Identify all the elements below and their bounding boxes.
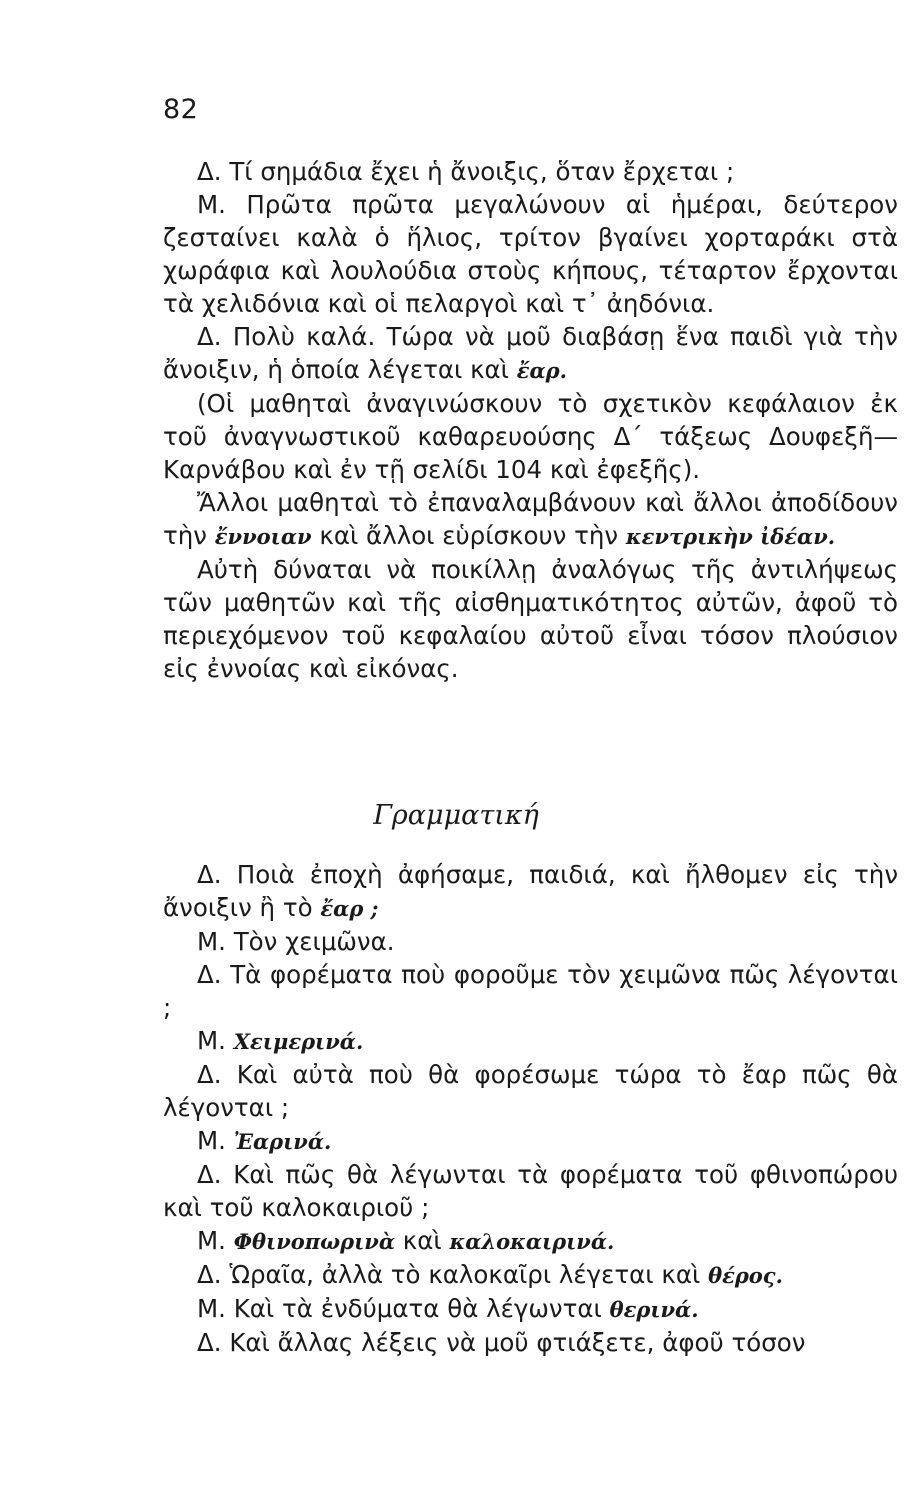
dialogue-answer	[163, 1124, 898, 1158]
italic-term: Ἐαρινά.	[233, 1129, 332, 1154]
paragraph-instruction: (Οἱ μαθηταὶ ἀναγινώσκουν τὸ σχετικὸν κεφάλαιον ἐκ τοῦ ἀναγνωστικοῦ καθαρευούσης Δ΄ τάξεως Δουφεξῆ—Καρνάβου καὶ ἐν τῇ σελίδι 104 καὶ ἐφεξῆς).	[163, 389, 898, 484]
body-text-block-1	[163, 155, 898, 685]
italic-term: Χειμερινά.	[233, 1029, 364, 1054]
dialogue-question	[163, 858, 898, 925]
text-span: καὶ ἄλλοι εὑρίσκουν τὴν	[319, 521, 619, 550]
italic-term: κεντρικὴν ἰδέαν.	[625, 524, 836, 549]
paragraph-students	[163, 486, 898, 553]
body-text-block-2	[163, 858, 898, 1359]
text-span: Μ.	[197, 1126, 226, 1155]
dialogue-answer	[163, 1024, 898, 1058]
italic-term: θέρος.	[708, 1263, 783, 1288]
dialogue-answer	[163, 1224, 898, 1258]
text-span: Μ.	[197, 1226, 226, 1255]
dialogue-question: Δ. Καὶ πῶς θὰ λέγωνται τὰ φορέματα τοῦ φθινοπώρου καὶ τοῦ καλοκαιριοῦ ;	[163, 1160, 898, 1222]
text-span: Ἄλλοι μαθηταὶ τὸ ἐπαναλαμβάνουν καὶ ἄλλοι ἀποδίδουν τὴν	[163, 488, 898, 550]
italic-term: θερινά.	[609, 1297, 699, 1322]
text-span: καὶ	[402, 1226, 442, 1255]
section-heading: Γραμματική	[373, 800, 539, 831]
text-span: Μ.	[197, 1026, 226, 1055]
italic-term: Φθινοπωρινὰ	[233, 1229, 395, 1254]
text-span: Μ. Καὶ τὰ ἐνδύματα θὰ λέγωνται	[197, 1294, 602, 1323]
paragraph-question-2	[163, 320, 898, 387]
page-number: 82	[163, 94, 199, 125]
dialogue-answer	[163, 1292, 898, 1326]
text-span: Δ. Ὡραῖα, ἀλλὰ τὸ καλοκαῖρι λέγεται καὶ	[197, 1260, 701, 1289]
dialogue-question: Δ. Καὶ ἄλλας λέξεις νὰ μοῦ φτιάξετε, ἀφοῦ τόσον	[197, 1328, 806, 1357]
italic-term: ἔννοιαν	[214, 524, 312, 549]
paragraph-note: Αὐτὴ δύναται νὰ ποικίλλῃ ἀναλόγως τῆς ἀντιλήψεως τῶν μαθητῶν καὶ τῆς αἰσθηματικότητος αὐτῶν, ἀφοῦ τὸ περιεχόμενον τοῦ κεφαλαίου αὐτοῦ εἶναι τόσον πλούσιον εἰς ἐννοίας καὶ εἰκόνας.	[163, 555, 898, 683]
text-span: Δ. Ποιὰ ἐποχὴ ἀφήσαμε, παιδιά, καὶ ἤλθομεν εἰς τὴν ἄνοιξιν ἢ τὸ	[163, 860, 898, 922]
paragraph-question-1: Δ. Τί σημάδια ἔχει ἡ ἄνοιξις, ὅταν ἔρχεται ;	[197, 157, 735, 186]
dialogue-question	[163, 1258, 898, 1292]
dialogue-question: Δ. Τὰ φορέματα ποὺ φοροῦμε τὸν χειμῶνα πῶς λέγονται ;	[163, 960, 898, 1022]
paragraph-answer-1: Μ. Πρῶτα πρῶτα μεγαλώνουν αἱ ἡμέραι, δεύτερον ζεσταίνει καλὰ ὁ ἥλιος, τρίτον βγαίνει χορταράκι στὰ χωράφια καὶ λουλούδια στοὺς κήπους, τέταρτον ἔρχονται τὰ χελιδόνια καὶ οἱ πελαργοὶ καὶ τ᾽ ἀηδόνια.	[163, 190, 898, 318]
italic-term: ἔαρ ;	[320, 896, 379, 921]
dialogue-question: Δ. Καὶ αὐτὰ ποὺ θὰ φορέσωμε τώρα τὸ ἔαρ πῶς θὰ λέγονται ;	[163, 1060, 898, 1122]
dialogue-answer: Μ. Τὸν χειμῶνα.	[197, 927, 395, 956]
italic-term: καλοκαιρινά.	[449, 1229, 615, 1254]
text-span: Δ. Πολὺ καλά. Τώρα νὰ μοῦ διαβάσῃ ἕνα παιδὶ γιὰ τὴν ἄνοιξιν, ἡ ὁποία λέγεται καὶ	[163, 322, 898, 384]
italic-term: ἔαρ.	[516, 358, 567, 383]
